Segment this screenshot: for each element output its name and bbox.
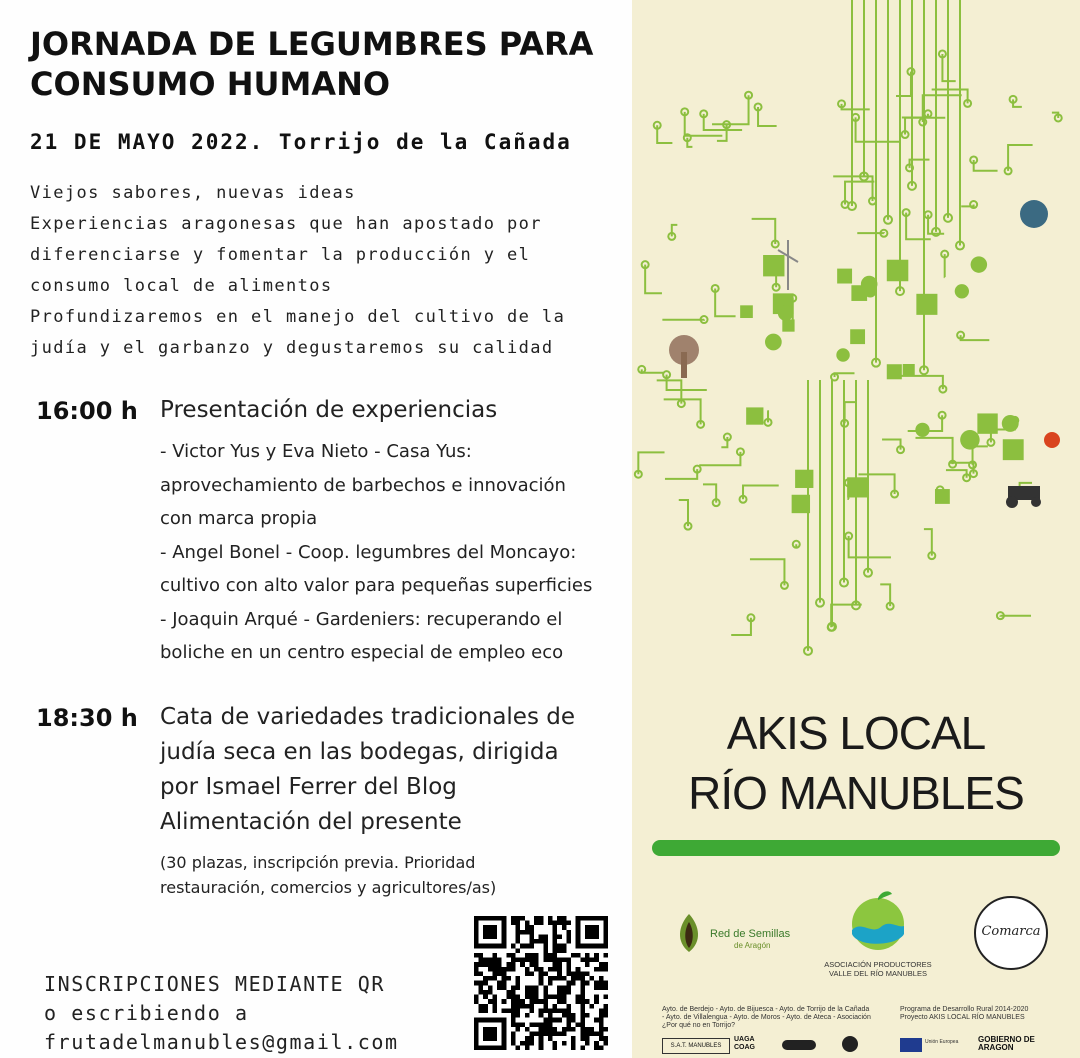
footer-municipalities (662, 1006, 871, 1030)
registration-heading: INSCRIPCIONES MEDIANTE QR (44, 972, 386, 996)
footer-programa (900, 1006, 1028, 1022)
session-1-line: con marca propia (160, 508, 318, 529)
eu-flag-icon (900, 1038, 922, 1052)
circuit-tree-illustration (632, 0, 1080, 700)
registration-email[interactable]: frutadelmanubles@gmail.com (44, 1030, 399, 1054)
event-date-place: 21 DE MAYO 2022. Torrijo de la Cañada (30, 130, 572, 154)
intro-line: diferenciarse y fomentar la producción y el (30, 245, 531, 265)
session-2-time: 18:30 h (36, 704, 138, 732)
session-2-line: por Ismael Ferrer del Blog (160, 774, 457, 800)
session-2-note (160, 850, 600, 900)
session-1-line: - Victor Yus y Eva Nieto - Casa Yus: (160, 441, 472, 462)
logo-text: de Aragón (734, 941, 771, 950)
footer-line: ¿Por qué no en Torrijo? (662, 1022, 736, 1029)
sponsor-logo-3 (782, 1040, 816, 1050)
title-line-2: CONSUMO HUMANO (30, 65, 391, 103)
red-semillas-logo-icon (672, 912, 706, 954)
asociacion-apple-logo-icon (848, 890, 908, 956)
akis-heading-line-2: RÍO MANUBLES (688, 767, 1024, 819)
session-1-line: - Angel Bonel - Coop. legumbres del Moncayo: (160, 541, 577, 563)
session-1-title: Presentación de experiencias (160, 397, 498, 423)
intro-line: judía y el garbanzo y degustaremos su calidad (30, 338, 554, 358)
logo-text: VALLE DEL RÍO MANUBLES (829, 969, 927, 978)
sponsor-uaga-logo: UAGA COAG (734, 1036, 755, 1051)
event-title (30, 24, 620, 104)
session-2-line: Alimentación del presente (160, 809, 462, 835)
sponsor-sat-logo: S.A.T. MANUBLES (662, 1038, 730, 1054)
footer-line: - Ayto. de Villalengua - Ayto. de Moros - Ayto. de Ateca - Asociación (662, 1014, 871, 1021)
footer-line: Proyecto AKIS LOCAL RÍO MANUBLES (900, 1014, 1025, 1021)
gobierno-aragon-logo: GOBIERNO DE ARAGON (978, 1035, 1035, 1052)
intro-line: Profundizaremos en el manejo del cultivo de la (30, 307, 566, 327)
intro-line: Viejos sabores, nuevas ideas (30, 183, 356, 203)
asociacion-logo (792, 960, 964, 978)
session-1-line: cultivo con alto valor para pequeñas superficies (160, 575, 593, 596)
footer-line: Programa de Desarrollo Rural 2014-2020 (900, 1006, 1029, 1013)
session-2-line: judía seca en las bodegas, dirigida (160, 739, 559, 765)
title-line-1: JORNADA DE LEGUMBRES PARA (30, 25, 594, 63)
intro-line: Experiencias aragonesas que han apostado por (30, 214, 542, 234)
footer-line: Ayto. de Berdejo - Ayto. de Bijuesca - Ayto. de Torrijo de la Cañada (662, 1006, 870, 1013)
eu-label: Unión Europea (925, 1039, 959, 1045)
intro-line: consumo local de alimentos (30, 276, 333, 296)
session-2-details (160, 700, 600, 840)
registration-subtext: o escribiendo a (44, 1001, 249, 1025)
akis-heading-line-1: AKIS LOCAL (726, 707, 986, 759)
session-1-details (160, 435, 620, 670)
session-1-line: aprovechamiento de barbechos e innovación (160, 474, 566, 496)
session-1-time: 16:00 h (36, 397, 138, 425)
comarca-logo (974, 896, 1048, 970)
registration-info (44, 970, 399, 1057)
sponsor-logo-4 (842, 1036, 858, 1052)
note-line: (30 plazas, inscripción previa. Prioridad (160, 853, 476, 872)
green-divider-bar (652, 840, 1060, 856)
logo-text: ASOCIACIÓN PRODUCTORES (824, 960, 932, 969)
red-semillas-logo (710, 929, 790, 951)
session-2-line: Cata de variedades tradicionales de (160, 704, 575, 730)
note-line: restauración, comercios y agricultores/as) (160, 878, 497, 897)
logo-text: Comarca (981, 924, 1041, 939)
session-1-line: - Joaquin Arqué - Gardeniers: recuperando el (160, 608, 563, 630)
logo-text: Red de Semillas (710, 928, 791, 940)
registration-qr-code[interactable] (474, 916, 608, 1050)
event-intro (30, 178, 620, 364)
session-1-line: boliche en un centro especial de empleo eco (160, 642, 564, 663)
poster-panel (632, 0, 1080, 1058)
